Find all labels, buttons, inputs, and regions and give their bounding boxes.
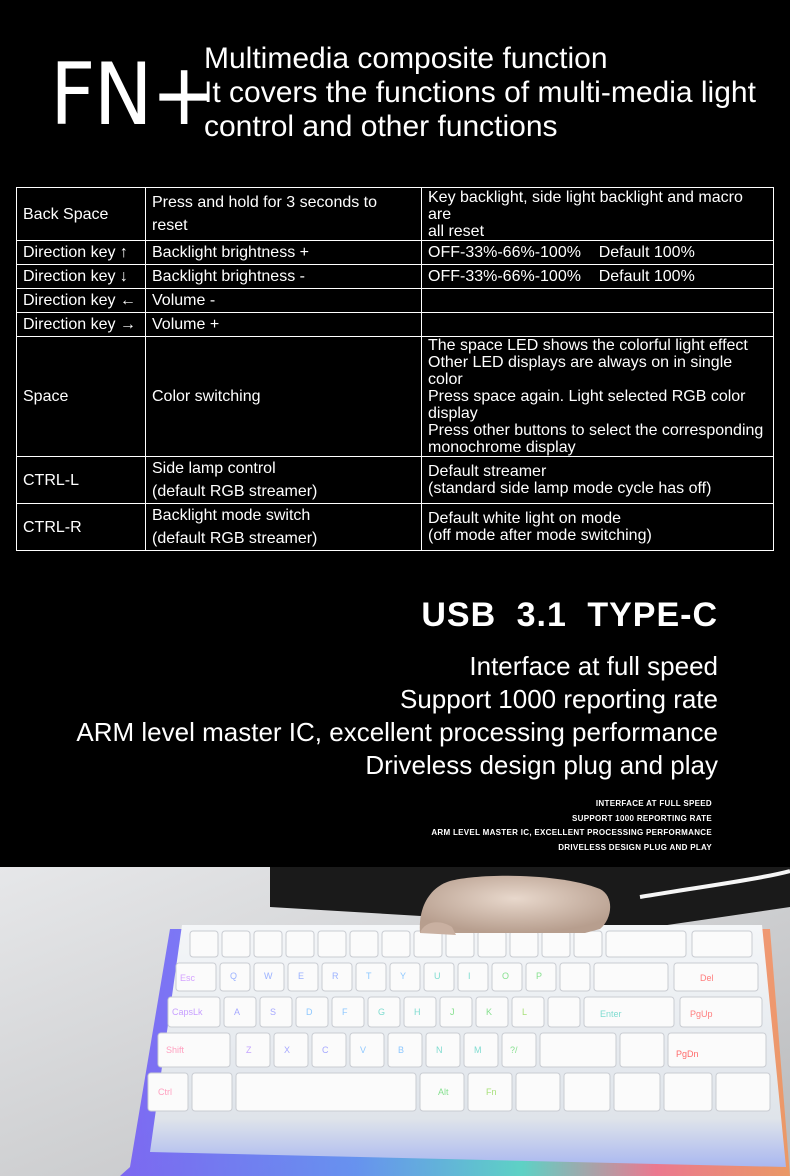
action-cell [146,457,422,504]
keycap [414,931,442,957]
keycap [350,931,378,957]
key-legend: U [434,971,441,981]
keycap [382,931,410,957]
key-legend: Y [400,971,407,981]
detail-text: Default white light on mode [428,510,621,527]
key-legend: J [450,1007,455,1017]
keycap [440,997,472,1027]
detail-text: Press space again. Light selected RGB color [428,388,746,405]
keycap [560,963,590,991]
usb-feature-line: ARM level master IC, excellent processing performance [76,717,718,747]
keycap [512,997,544,1027]
keycap [236,1033,270,1067]
keycap [584,997,674,1027]
usb-feature-line: Support 1000 reporting rate [400,684,718,714]
keycap [426,1033,460,1067]
action-text: (default RGB streamer) [152,530,318,547]
keycap [236,1073,416,1111]
key-legend: Del [700,973,714,983]
detail-text: Key backlight, side light backlight and macro are [428,188,743,223]
action-text: Color switching [152,388,261,405]
detail-cell [422,289,774,313]
key-legend: D [306,1007,313,1017]
keycap [350,1033,384,1067]
usb-caption-line: DRIVELESS DESIGN PLUG AND PLAY [558,842,712,852]
key-legend: N [436,1045,443,1055]
key-legend: V [360,1045,367,1055]
key-legend: CapsLk [172,1007,203,1017]
keycap [254,931,282,957]
key-cell: CTRL-L [17,457,146,504]
table-row [17,504,774,551]
detail-text: Press other buttons to select the corresponding [428,422,764,439]
fn-function-table [16,187,774,551]
key-legend: L [522,1007,528,1017]
detail-cell [422,504,774,551]
keycap [620,1033,664,1067]
fn-heading-line: control and other functions [204,110,558,143]
table-row [17,241,774,265]
detail-text: The space LED shows the colorful light effect [428,337,748,354]
keycap [516,1073,560,1111]
key-legend: F [342,1007,348,1017]
fn-heading [204,42,756,144]
keyboard-photo [0,867,790,1176]
key-cell: CTRL-R [17,504,146,551]
action-text: Volume + [152,316,220,333]
key-legend: PgDn [676,1049,699,1059]
key-legend: I [468,971,471,981]
key-cell: Direction key → [17,313,146,337]
table-row [17,337,774,457]
key-legend: Z [246,1045,252,1055]
key-legend: C [322,1045,329,1055]
usb-feature-line: Driveless design plug and play [365,750,718,780]
key-cell: Back Space [17,188,146,241]
keycap [664,1073,712,1111]
key-legend: P [536,971,543,981]
detail-text: OFF-33%-66%-100% Default 100% [428,268,695,285]
keycap [478,931,506,957]
keycap [614,1073,660,1111]
key-cell: Direction key ← [17,289,146,313]
key-cell: Space [17,337,146,457]
action-text: Backlight brightness - [152,268,305,285]
keycap [318,931,346,957]
action-cell [146,241,422,265]
keycap [564,1073,610,1111]
detail-text: all reset [428,222,485,240]
keycap [192,1073,232,1111]
key-legend: A [234,1007,241,1017]
action-cell [146,265,422,289]
usb-feature-list [76,650,718,782]
key-legend: E [298,971,305,981]
table-row [17,313,774,337]
key-legend: O [502,971,510,981]
action-text: Backlight brightness + [152,244,309,261]
detail-cell [422,188,774,241]
table-row [17,457,774,504]
key-cell: Direction key ↑ [17,241,146,265]
keycap [674,963,758,991]
keycap [502,1033,536,1067]
detail-text: (standard side lamp mode cycle has off) [428,480,712,497]
table-row [17,188,774,241]
key-legend: W [264,971,273,981]
key-cell: Direction key ↓ [17,265,146,289]
keyboard-photo-illustration [0,867,790,1176]
detail-cell [422,241,774,265]
key-legend: Q [230,971,238,981]
usb-caption-line: ARM LEVEL MASTER IC, EXCELLENT PROCESSING PERFORMANCE [431,828,712,837]
action-text: Side lamp control [152,460,276,477]
table-row [17,289,774,313]
keycap [312,1033,346,1067]
detail-text: display [428,405,478,422]
keycap [190,931,218,957]
keycap [286,931,314,957]
key-legend: ?/ [510,1045,518,1055]
key-legend: Fn [486,1087,497,1097]
key-legend: Esc [180,973,196,983]
detail-cell [422,313,774,337]
key-legend: S [270,1007,277,1017]
detail-cell [422,265,774,289]
fn-heading-line: Multimedia composite function [204,42,608,75]
detail-cell [422,337,774,457]
action-cell [146,313,422,337]
key-legend: H [414,1007,421,1017]
key-legend: B [398,1045,405,1055]
key-legend: Enter [600,1009,622,1019]
keycap [692,931,752,957]
keycap [332,997,364,1027]
keycap [574,931,602,957]
detail-text: (off mode after mode switching) [428,527,652,544]
keycap [548,997,580,1027]
action-text: Backlight mode switch [152,507,311,524]
keycap [594,963,668,991]
key-legend: Alt [438,1087,449,1097]
usb-title: USB 3.1 TYPE-C [421,596,718,634]
key-legend: X [284,1045,291,1055]
fn-plus-logo: FN+ [50,45,216,145]
action-text: (default RGB streamer) [152,483,318,500]
key-legend: G [378,1007,386,1017]
detail-text: Other LED displays are always on in single color [428,354,733,388]
key-legend: T [366,971,372,981]
key-legend: M [474,1045,482,1055]
key-legend: Ctrl [158,1087,172,1097]
table-row [17,265,774,289]
fn-heading-line: It covers the functions of multi-media light [204,76,756,109]
action-text: Volume - [152,292,216,309]
action-text: Press and hold for 3 seconds to reset [152,194,378,234]
key-legend: Shift [166,1045,185,1055]
keycap [716,1073,770,1111]
keycap [540,1033,616,1067]
detail-cell [422,457,774,504]
key-legend: R [332,971,339,981]
usb-feature-caption [431,797,712,855]
usb-caption-line: SUPPORT 1000 REPORTING RATE [572,813,712,823]
key-legend: K [486,1007,493,1017]
action-cell [146,504,422,551]
detail-text: OFF-33%-66%-100% Default 100% [428,244,695,261]
keycap [446,931,474,957]
detail-text: monochrome display [428,439,576,456]
keycap [458,963,488,991]
action-cell [146,337,422,457]
keycap [388,1033,422,1067]
hand [420,876,610,933]
usb-caption-line: INTERFACE AT FULL SPEED [595,799,712,808]
usb-feature-line: Interface at full speed [469,651,718,681]
keycap [222,931,250,957]
keycap [510,931,538,957]
action-cell [146,188,422,241]
detail-text: Default streamer [428,463,547,480]
keycap [274,1033,308,1067]
keycap [542,931,570,957]
key-legend: PgUp [690,1009,713,1019]
keycap [606,931,686,957]
action-cell [146,289,422,313]
